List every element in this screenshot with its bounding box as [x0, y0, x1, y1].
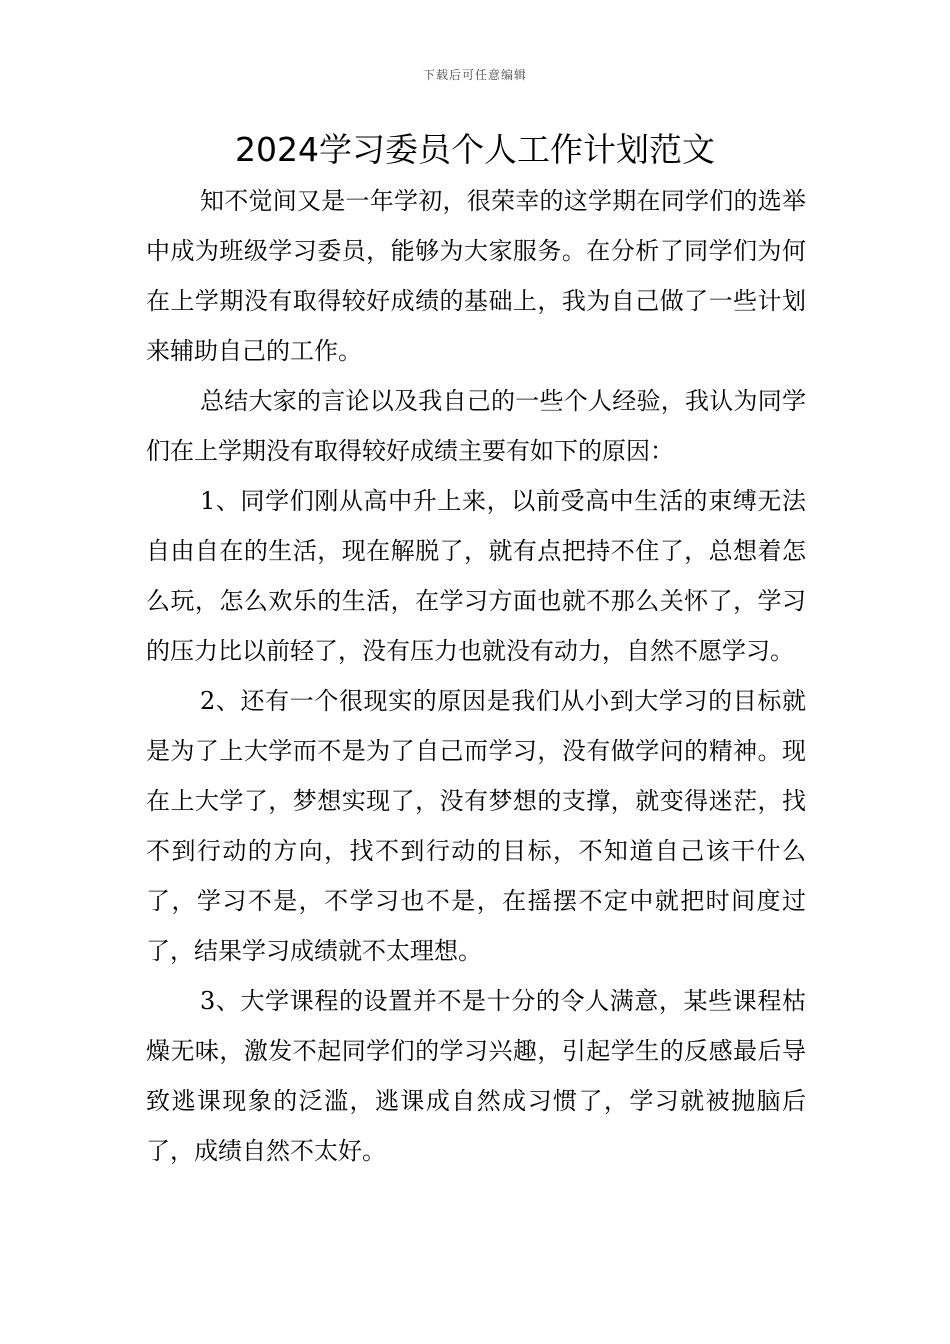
document-title: 2024学习委员个人工作计划范文	[235, 130, 715, 169]
header-note: 下载后可任意编辑	[422, 68, 527, 82]
paragraph-reason-2: 2、还有一个很现实的原因是我们从小到大学习的目标就是为了上大学而不是为了自己而学习，没有做学问的精神。现在上大学了，梦想实现了，没有梦想的支撑，就变得迷茫，找不到行动的方向，找不到行动的目标，不知道自己该干什么了，学习不是，不学习也不是，在摇摆不定中就把时间度过了，结果学习成绩就不太理想。	[146, 687, 806, 965]
document-body	[146, 176, 806, 1176]
paragraph-reason-3: 3、大学课程的设置并不是十分的令人满意，某些课程枯燥无味，激发不起同学们的学习兴趣，引起学生的反感最后导致逃课现象的泛滥，逃课成自然成习惯了，学习就被抛脑后了，成绩自然不太好。	[146, 987, 806, 1165]
paragraph-summary: 总结大家的言论以及我自己的一些个人经验，我认为同学们在上学期没有取得较好成绩主要有如下的原因：	[146, 387, 806, 465]
paragraph-intro: 知不觉间又是一年学初，很荣幸的这学期在同学们的选举中成为班级学习委员，能够为大家服务。在分析了同学们为何在上学期没有取得较好成绩的基础上，我为自己做了一些计划来辅助自己的工作。	[146, 187, 806, 365]
paragraph-reason-1: 1、同学们刚从高中升上来，以前受高中生活的束缚无法自由自在的生活，现在解脱了，就有点把持不住了，总想着怎么玩，怎么欢乐的生活，在学习方面也就不那么关怀了，学习的压力比以前轻了，没有压力也就没有动力，自然不愿学习。	[146, 487, 806, 665]
